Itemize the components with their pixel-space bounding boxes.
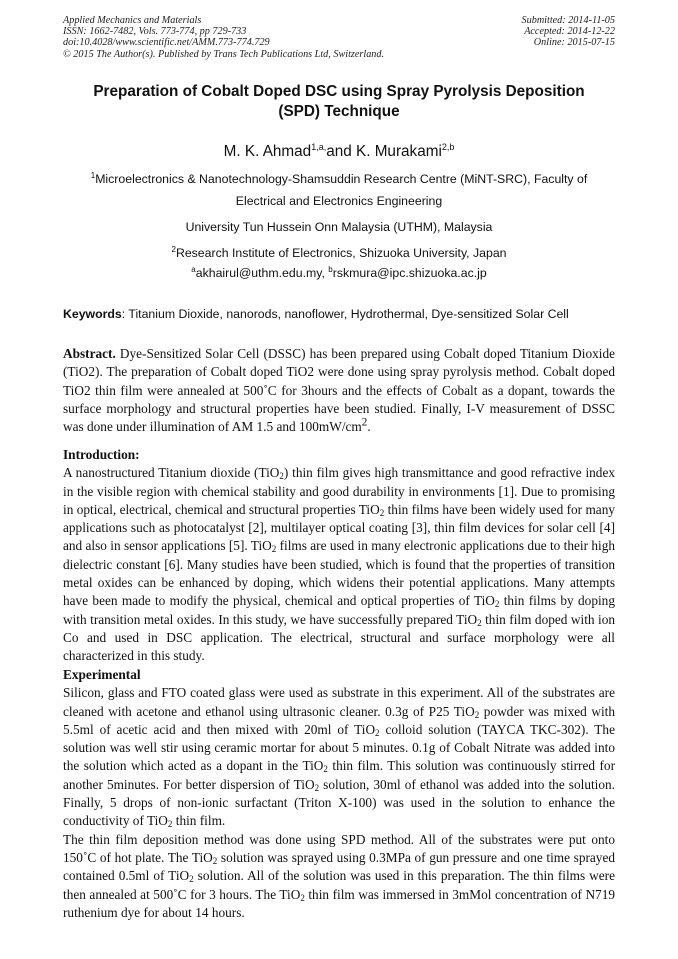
journal-doi: doi:10.4028/www.scientific.net/AMM.773-774.729 <box>63 37 270 49</box>
subscript: 2 <box>477 617 482 628</box>
affiliation-1-line-3: University Tun Hussein Onn Malaysia (UTHM), Malaysia <box>185 220 493 234</box>
intro-text: ) thin film gives high transmittance and good refractive index in the visible region with chemical stability and good durability in environments [1]. Due to promising in optical, electrical, chemical and structural properties TiO <box>63 465 615 517</box>
subscript: 2 <box>300 892 305 903</box>
intro-text: thin films by doping with transition metal oxides. In this study, we have successfully prepared TiO <box>63 593 615 627</box>
keywords-text: : Titanium Dioxide, nanorods, nanoflower, Hydrothermal, Dye-sensitized Solar Cell <box>121 307 569 321</box>
experimental-paragraph-2 <box>63 831 615 922</box>
affil-1-sup: 1 <box>90 170 96 180</box>
author-list <box>63 143 615 161</box>
date-online: Online: 2015-07-15 <box>533 37 615 49</box>
abstract-end: . <box>367 419 371 435</box>
subscript: 2 <box>189 874 194 885</box>
subscript: 2 <box>323 764 328 775</box>
date-accepted: Accepted: 2014-12-22 <box>524 26 615 38</box>
intro-text: films are used in many electronic applications due to their high dielectric constant [6]. Many studies have been studied, which is found that the properties of transition metal oxides can be enhanced by doping, which widens their potential applications. Many attempts have been made to modify the physical, chemical and optical properties of TiO <box>63 538 615 609</box>
affil-1-text: Microelectronics & Nanotechnology-Shamsuddin Research Centre (MiNT-SRC), Faculty of <box>95 172 588 186</box>
subscript: 2 <box>279 471 284 482</box>
exp-text: The thin film deposition method was done using SPD method. All of the substrates were put onto 150˚C of hot plate. The TiO <box>63 831 615 865</box>
abstract-label: Abstract. <box>63 346 116 361</box>
keywords-label: Keywords <box>63 307 122 321</box>
keywords <box>63 307 623 321</box>
author-2: and K. Murakami <box>326 143 442 160</box>
subscript: 2 <box>271 544 277 555</box>
experimental-section <box>63 666 615 922</box>
subscript: 2 <box>474 709 480 720</box>
journal-copyright: © 2015 The Author(s). Published by Trans Tech Publications Ltd, Switzerland. <box>63 48 385 60</box>
affiliation-1-line-1 <box>63 172 615 186</box>
journal-header <box>63 15 384 60</box>
email-b-sup: b <box>328 264 333 274</box>
journal-name: Applied Mechanics and Materials <box>63 15 202 26</box>
exp-text: powder was mixed with 5.5ml of acetic acid and then mixed with 20ml of TiO <box>63 703 615 737</box>
introduction-section <box>63 446 615 666</box>
subscript: 2 <box>375 727 380 738</box>
email-a[interactable]: akhairul@uthm.edu.my, <box>195 266 329 280</box>
title-line-2: (SPD) Technique <box>278 102 400 120</box>
introduction-paragraph <box>63 464 615 665</box>
subscript: 2 <box>212 855 218 866</box>
author-emails <box>63 266 615 280</box>
affil-2-sup: 2 <box>171 244 176 254</box>
author-1: M. K. Ahmad <box>223 143 312 160</box>
intro-text: thin film doped with ion Co and used in DSC application. The electrical, structural and surface morphology were all characterized in this study. <box>63 611 616 664</box>
submission-dates <box>522 15 615 49</box>
experimental-heading: Experimental <box>63 667 141 682</box>
exp-text: solution, 30ml of ethanol was added into the solution. Finally, 5 drops of non-ionic surfactant (Triton X-100) was used in the solution to enhance the conductivity of TiO <box>63 776 615 829</box>
experimental-paragraph-1 <box>63 684 615 830</box>
paper-title <box>63 82 615 121</box>
date-submitted: Submitted: 2014-11-05 <box>521 15 615 26</box>
affiliation-1-line-2: Electrical and Electronics Engineering <box>235 194 443 208</box>
subscript: 2 <box>314 782 320 793</box>
exp-text: Silicon, glass and FTO coated glass were used as substrate in this experiment. All of the substrates are cleaned with acetone and ethanol using ultrasonic cleaner. 0.3g of P25 TiO <box>63 685 615 719</box>
subscript: 2 <box>167 819 173 830</box>
introduction-heading: Introduction: <box>63 447 140 462</box>
exp-text: solution. All of the solution was used in this preparation. The thin films were then annealed at 500˚C for 3 hours. The TiO <box>63 868 616 902</box>
exp-text: solution was sprayed using 0.3MPa of gun pressure and one time sprayed contained 0.5ml of TiO <box>63 849 615 884</box>
exp-text: thin film. This solution was continuously stirred for another 5minutes. For better dispersion of TiO <box>63 758 615 792</box>
abstract <box>63 345 615 436</box>
title-line-1: Preparation of Cobalt Doped DSC using Spray Pyrolysis Deposition <box>93 83 585 100</box>
abstract-text: Dye-Sensitized Solar Cell (DSSC) has been prepared using Cobalt doped Titanium Dioxide (TiO2). The preparation of Cobalt doped TiO2 were done using spray pyrolysis method. Cobalt doped TiO2 thin film were annealed at 500˚C for 3hours and the effects of Cobalt as a dopant, towards the surface morphology and structural properties have been studied. Finally, I-V measurement of DSSC was done under illumination of AM 1.5 and 100mW/cm <box>63 346 615 435</box>
email-a-sup: a <box>191 264 196 274</box>
email-b[interactable]: rskmura@ipc.shizuoka.ac.jp <box>332 266 487 280</box>
affiliation-2 <box>63 246 615 260</box>
subscript: 2 <box>494 599 500 610</box>
abstract-sup: 2 <box>361 416 368 429</box>
intro-text: thin films have been widely used for many applications such as photocatalyst [2], multilayer optical coating [3], thin film devices for solar cell [4] and also in sensor applications [5]. TiO <box>63 501 615 554</box>
exp-text: colloid solution (TAYCA TKC-302). The solution was well stir using ceramic mortar for about 5 minutes. 0.1g of Cobalt Nitrate was added into the solution which acted as a dopant in the TiO <box>63 721 615 774</box>
subscript: 2 <box>379 507 385 518</box>
author-1-affil-sup: 1,a, <box>311 141 327 152</box>
affil-2-text: Research Institute of Electronics, Shizuoka University, Japan <box>175 246 507 260</box>
intro-text: A nanostructured Titanium dioxide (TiO <box>63 465 280 481</box>
exp-text: thin film was immersed in 3mMol concentration of N719 ruthenium dye for about 14 hours. <box>63 886 615 920</box>
author-2-affil-sup: 2,b <box>441 141 455 152</box>
journal-issn: ISSN: 1662-7482, Vols. 773-774, pp 729-733 <box>63 26 247 38</box>
exp-text: thin film. <box>172 813 226 829</box>
